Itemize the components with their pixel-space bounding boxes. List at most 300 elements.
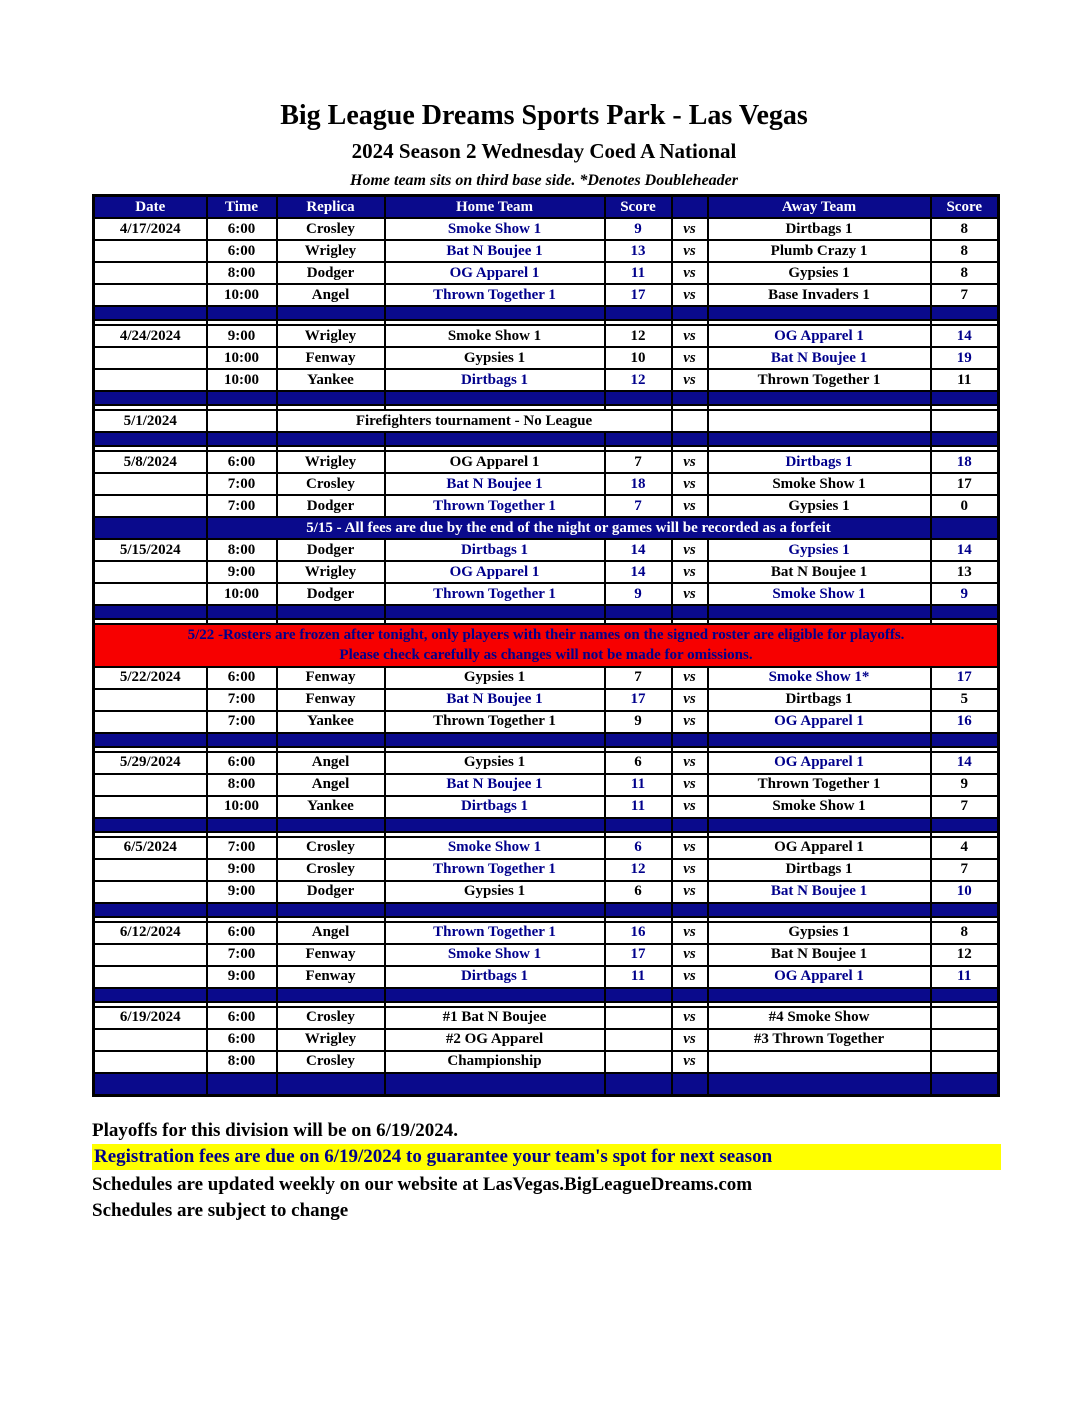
- replica-cell: Yankee: [277, 711, 385, 733]
- separator-cell: [277, 733, 385, 747]
- separator-cell: [94, 818, 207, 832]
- time-cell: 9:00: [207, 859, 277, 881]
- away-score-cell: 5: [931, 689, 999, 711]
- home-score-cell: 11: [605, 796, 672, 818]
- replica-cell: Dodger: [277, 495, 385, 517]
- away-team-cell: Bat N Boujee 1: [708, 561, 931, 583]
- date-cell: [94, 240, 207, 262]
- separator-cell: [708, 733, 931, 747]
- game-row: [94, 369, 999, 391]
- replica-cell: Dodger: [277, 881, 385, 903]
- away-score-cell: [931, 1007, 999, 1029]
- separator-cell: [385, 903, 605, 917]
- date-cell: [94, 473, 207, 495]
- away-score-cell: 17: [931, 667, 999, 689]
- away-score-cell: 0: [931, 495, 999, 517]
- separator-cell: [94, 306, 207, 320]
- separator-cell: [672, 605, 708, 619]
- vs-cell: vs: [672, 752, 708, 774]
- away-team-cell: Plumb Crazy 1: [708, 240, 931, 262]
- separator-row: [94, 988, 999, 1002]
- home-team-cell: Thrown Together 1: [385, 859, 605, 881]
- away-score-cell: [931, 410, 999, 432]
- away-team-cell: Gypsies 1: [708, 922, 931, 944]
- vs-cell: vs: [672, 881, 708, 903]
- game-row: [94, 539, 999, 561]
- separator-cell: [277, 605, 385, 619]
- vs-cell: vs: [672, 325, 708, 347]
- separator-cell: [708, 1073, 931, 1096]
- fees-note-row: [94, 517, 999, 539]
- time-cell: 6:00: [207, 1007, 277, 1029]
- away-score-cell: 11: [931, 966, 999, 988]
- away-score-cell: 8: [931, 240, 999, 262]
- replica-cell: Crosley: [277, 837, 385, 859]
- away-score-cell: 8: [931, 218, 999, 240]
- time-cell: 7:00: [207, 473, 277, 495]
- separator-cell: [207, 733, 277, 747]
- away-team-cell: Thrown Together 1: [708, 774, 931, 796]
- separator-cell: [94, 1073, 207, 1096]
- vs-cell: vs: [672, 944, 708, 966]
- away-team-cell: OG Apparel 1: [708, 752, 931, 774]
- home-score-cell: 18: [605, 473, 672, 495]
- separator-row: [94, 605, 999, 619]
- separator-cell: [672, 818, 708, 832]
- separator-cell: [605, 306, 672, 320]
- game-row: [94, 859, 999, 881]
- away-team-cell: #4 Smoke Show: [708, 1007, 931, 1029]
- date-cell: 4/17/2024: [94, 218, 207, 240]
- vs-cell: vs: [672, 347, 708, 369]
- date-cell: 6/5/2024: [94, 837, 207, 859]
- away-score-cell: 19: [931, 347, 999, 369]
- separator-row: [94, 818, 999, 832]
- separator-cell: [931, 391, 999, 405]
- vs-cell: vs: [672, 473, 708, 495]
- separator-cell: [385, 605, 605, 619]
- away-score-cell: 14: [931, 325, 999, 347]
- home-team-cell: Bat N Boujee 1: [385, 240, 605, 262]
- replica-cell: Wrigley: [277, 240, 385, 262]
- time-cell: 10:00: [207, 583, 277, 605]
- tournament-row: [94, 410, 999, 432]
- separator-cell: [207, 988, 277, 1002]
- home-score-cell: 16: [605, 922, 672, 944]
- date-cell: 5/22/2024: [94, 667, 207, 689]
- home-score-cell: 7: [605, 495, 672, 517]
- replica-cell: Yankee: [277, 369, 385, 391]
- replica-cell: Fenway: [277, 347, 385, 369]
- separator-cell: [672, 1073, 708, 1096]
- replica-cell: Crosley: [277, 218, 385, 240]
- home-score-cell: [605, 1007, 672, 1029]
- time-cell: 6:00: [207, 218, 277, 240]
- column-header: Home Team: [385, 196, 605, 219]
- game-row: [94, 689, 999, 711]
- date-cell: 5/1/2024: [94, 410, 207, 432]
- home-score-cell: 12: [605, 859, 672, 881]
- separator-row: [94, 391, 999, 405]
- time-cell: 9:00: [207, 881, 277, 903]
- home-score-cell: [605, 1051, 672, 1073]
- separator-row: [94, 432, 999, 446]
- vs-cell: vs: [672, 711, 708, 733]
- time-cell: 6:00: [207, 922, 277, 944]
- game-row: [94, 1051, 999, 1073]
- separator-cell: [931, 432, 999, 446]
- away-team-cell: Smoke Show 1: [708, 796, 931, 818]
- separator-cell: [708, 818, 931, 832]
- home-team-cell: Dirtbags 1: [385, 966, 605, 988]
- separator-cell: [931, 903, 999, 917]
- home-team-cell: Dirtbags 1: [385, 369, 605, 391]
- separator-row: [94, 733, 999, 747]
- game-row: [94, 1007, 999, 1029]
- home-team-note: Home team sits on third base side. *Denotes Doubleheader: [350, 172, 738, 189]
- game-row: [94, 347, 999, 369]
- replica-cell: Wrigley: [277, 325, 385, 347]
- fees-note-text: 5/15 - All fees are due by the end of the night or games will be recorded as a forfeit: [207, 517, 931, 539]
- home-score-cell: 17: [605, 689, 672, 711]
- registration-note: Registration fees are due on 6/19/2024 to guarantee your team's spot for next season: [92, 1144, 1001, 1170]
- date-cell: [94, 495, 207, 517]
- separator-row: [94, 306, 999, 320]
- vs-cell: vs: [672, 284, 708, 306]
- home-team-cell: Bat N Boujee 1: [385, 774, 605, 796]
- separator-cell: [605, 1073, 672, 1096]
- replica-cell: Angel: [277, 922, 385, 944]
- away-score-cell: 18: [931, 451, 999, 473]
- home-score-cell: 7: [605, 667, 672, 689]
- home-team-cell: OG Apparel 1: [385, 561, 605, 583]
- time-cell: 8:00: [207, 1051, 277, 1073]
- away-score-cell: 8: [931, 922, 999, 944]
- away-team-cell: Smoke Show 1: [708, 473, 931, 495]
- home-team-cell: Gypsies 1: [385, 347, 605, 369]
- separator-cell: [207, 605, 277, 619]
- away-team-cell: Dirtbags 1: [708, 218, 931, 240]
- home-team-cell: Gypsies 1: [385, 667, 605, 689]
- date-cell: 5/15/2024: [94, 539, 207, 561]
- separator-cell: [605, 733, 672, 747]
- away-team-cell: [708, 1051, 931, 1073]
- tournament-text-cell: Firefighters tournament - No League: [277, 410, 672, 432]
- game-row: [94, 796, 999, 818]
- home-score-cell: 14: [605, 539, 672, 561]
- replica-cell: Yankee: [277, 796, 385, 818]
- home-score-cell: 11: [605, 966, 672, 988]
- away-score-cell: 7: [931, 859, 999, 881]
- vs-cell: vs: [672, 1029, 708, 1051]
- home-team-cell: Smoke Show 1: [385, 944, 605, 966]
- away-team-cell: Dirtbags 1: [708, 859, 931, 881]
- time-cell: 6:00: [207, 451, 277, 473]
- time-cell: 10:00: [207, 284, 277, 306]
- game-row: [94, 774, 999, 796]
- home-score-cell: 11: [605, 262, 672, 284]
- game-row: [94, 262, 999, 284]
- column-header: Score: [605, 196, 672, 219]
- separator-cell: [708, 605, 931, 619]
- date-cell: [94, 711, 207, 733]
- home-score-cell: 17: [605, 284, 672, 306]
- home-score-cell: 9: [605, 711, 672, 733]
- date-cell: [94, 796, 207, 818]
- away-team-cell: Bat N Boujee 1: [708, 881, 931, 903]
- away-score-cell: 13: [931, 561, 999, 583]
- game-row: [94, 284, 999, 306]
- separator-cell: [207, 306, 277, 320]
- vs-cell: vs: [672, 859, 708, 881]
- separator-cell: [672, 391, 708, 405]
- away-team-cell: #3 Thrown Together: [708, 1029, 931, 1051]
- date-cell: 5/29/2024: [94, 752, 207, 774]
- home-team-cell: Thrown Together 1: [385, 711, 605, 733]
- away-score-cell: [931, 517, 999, 539]
- separator-cell: [207, 391, 277, 405]
- away-score-cell: 4: [931, 837, 999, 859]
- away-team-cell: OG Apparel 1: [708, 711, 931, 733]
- replica-cell: Fenway: [277, 944, 385, 966]
- replica-cell: Dodger: [277, 262, 385, 284]
- home-score-cell: 6: [605, 752, 672, 774]
- game-row: [94, 451, 999, 473]
- away-team-cell: Smoke Show 1: [708, 583, 931, 605]
- date-cell: [94, 583, 207, 605]
- separator-cell: [385, 432, 605, 446]
- home-score-cell: 11: [605, 774, 672, 796]
- page-subtitle: 2024 Season 2 Wednesday Coed A National: [351, 139, 737, 163]
- game-row: [94, 881, 999, 903]
- game-row: [94, 495, 999, 517]
- time-cell: 6:00: [207, 240, 277, 262]
- roster-freeze-banner: [94, 624, 999, 667]
- separator-cell: [385, 306, 605, 320]
- away-team-cell: Dirtbags 1: [708, 689, 931, 711]
- home-team-cell: Thrown Together 1: [385, 583, 605, 605]
- time-cell: 6:00: [207, 667, 277, 689]
- away-score-cell: 11: [931, 369, 999, 391]
- game-row: [94, 837, 999, 859]
- separator-cell: [672, 733, 708, 747]
- game-row: [94, 944, 999, 966]
- time-cell: 9:00: [207, 561, 277, 583]
- separator-cell: [605, 903, 672, 917]
- home-team-cell: Bat N Boujee 1: [385, 473, 605, 495]
- home-team-cell: Smoke Show 1: [385, 325, 605, 347]
- home-team-cell: Bat N Boujee 1: [385, 689, 605, 711]
- away-team-cell: Base Invaders 1: [708, 284, 931, 306]
- home-team-cell: OG Apparel 1: [385, 262, 605, 284]
- vs-cell: vs: [672, 369, 708, 391]
- date-cell: [94, 774, 207, 796]
- time-cell: 8:00: [207, 262, 277, 284]
- away-team-cell: Dirtbags 1: [708, 451, 931, 473]
- separator-cell: [605, 988, 672, 1002]
- separator-cell: [931, 306, 999, 320]
- game-row: [94, 561, 999, 583]
- home-team-cell: Smoke Show 1: [385, 218, 605, 240]
- home-team-cell: Championship: [385, 1051, 605, 1073]
- home-score-cell: 7: [605, 451, 672, 473]
- home-team-cell: Dirtbags 1: [385, 539, 605, 561]
- away-score-cell: 8: [931, 262, 999, 284]
- game-row: [94, 218, 999, 240]
- vs-cell: vs: [672, 1051, 708, 1073]
- time-cell: 7:00: [207, 689, 277, 711]
- time-cell: 6:00: [207, 752, 277, 774]
- separator-cell: [385, 1073, 605, 1096]
- home-score-cell: [605, 1029, 672, 1051]
- vs-cell: vs: [672, 451, 708, 473]
- away-team-cell: [708, 410, 931, 432]
- separator-cell: [708, 988, 931, 1002]
- date-cell: [94, 1029, 207, 1051]
- separator-cell: [94, 432, 207, 446]
- away-team-cell: Bat N Boujee 1: [708, 944, 931, 966]
- away-team-cell: OG Apparel 1: [708, 325, 931, 347]
- date-cell: [94, 517, 207, 539]
- separator-cell: [207, 903, 277, 917]
- separator-cell: [207, 432, 277, 446]
- separator-cell: [277, 903, 385, 917]
- time-cell: 10:00: [207, 369, 277, 391]
- separator-cell: [207, 1073, 277, 1096]
- roster-freeze-line: 5/22 -Rosters are frozen after tonight, only players with their names on the signed roster are eligible for playoffs.: [187, 627, 905, 643]
- separator-cell: [94, 605, 207, 619]
- away-team-cell: OG Apparel 1: [708, 966, 931, 988]
- home-team-cell: Gypsies 1: [385, 881, 605, 903]
- time-cell: 7:00: [207, 944, 277, 966]
- time-cell: 6:00: [207, 1029, 277, 1051]
- away-team-cell: OG Apparel 1: [708, 837, 931, 859]
- replica-cell: Crosley: [277, 473, 385, 495]
- home-score-cell: 12: [605, 325, 672, 347]
- home-team-cell: Thrown Together 1: [385, 284, 605, 306]
- column-header: Score: [931, 196, 999, 219]
- away-score-cell: [931, 1029, 999, 1051]
- separator-cell: [708, 391, 931, 405]
- separator-cell: [931, 818, 999, 832]
- date-cell: [94, 881, 207, 903]
- separator-cell: [277, 1073, 385, 1096]
- vs-cell: vs: [672, 561, 708, 583]
- away-score-cell: 7: [931, 284, 999, 306]
- away-score-cell: [931, 1051, 999, 1073]
- separator-cell: [605, 391, 672, 405]
- away-team-cell: Thrown Together 1: [708, 369, 931, 391]
- time-cell: 10:00: [207, 796, 277, 818]
- home-score-cell: 6: [605, 881, 672, 903]
- replica-cell: Fenway: [277, 689, 385, 711]
- home-score-cell: 14: [605, 561, 672, 583]
- game-row: [94, 583, 999, 605]
- column-header: Time: [207, 196, 277, 219]
- replica-cell: Wrigley: [277, 451, 385, 473]
- date-cell: [94, 859, 207, 881]
- vs-cell: vs: [672, 667, 708, 689]
- date-cell: [94, 689, 207, 711]
- replica-cell: Fenway: [277, 667, 385, 689]
- vs-cell: [672, 410, 708, 432]
- game-row: [94, 325, 999, 347]
- separator-cell: [385, 988, 605, 1002]
- separator-cell: [605, 432, 672, 446]
- game-row: [94, 922, 999, 944]
- time-cell: 7:00: [207, 495, 277, 517]
- separator-cell: [385, 733, 605, 747]
- vs-cell: vs: [672, 922, 708, 944]
- roster-freeze-line: Please check carefully as changes will not be made for omissions.: [339, 647, 753, 664]
- vs-cell: vs: [672, 495, 708, 517]
- vs-cell: vs: [672, 262, 708, 284]
- away-score-cell: 7: [931, 796, 999, 818]
- schedule-table: [92, 194, 1000, 1097]
- away-team-cell: Gypsies 1: [708, 539, 931, 561]
- game-row: [94, 966, 999, 988]
- separator-cell: [277, 988, 385, 1002]
- replica-cell: Wrigley: [277, 1029, 385, 1051]
- replica-cell: Wrigley: [277, 561, 385, 583]
- date-cell: [94, 944, 207, 966]
- time-cell: 8:00: [207, 774, 277, 796]
- away-team-cell: Bat N Boujee 1: [708, 347, 931, 369]
- roster-freeze-text: [94, 624, 999, 667]
- separator-cell: [931, 733, 999, 747]
- separator-cell: [672, 306, 708, 320]
- separator-cell: [672, 903, 708, 917]
- column-header: Away Team: [708, 196, 931, 219]
- home-score-cell: 10: [605, 347, 672, 369]
- date-cell: [94, 1051, 207, 1073]
- separator-cell: [708, 432, 931, 446]
- date-cell: [94, 369, 207, 391]
- time-cell: 8:00: [207, 539, 277, 561]
- home-team-cell: Smoke Show 1: [385, 837, 605, 859]
- separator-cell: [94, 391, 207, 405]
- home-team-cell: Dirtbags 1: [385, 796, 605, 818]
- replica-cell: Angel: [277, 774, 385, 796]
- playoffs-note: Playoffs for this division will be on 6/19/2024.: [92, 1120, 458, 1141]
- vs-cell: vs: [672, 837, 708, 859]
- separator-cell: [94, 903, 207, 917]
- home-score-cell: 12: [605, 369, 672, 391]
- bottom-band-row: [94, 1073, 999, 1096]
- home-score-cell: 13: [605, 240, 672, 262]
- date-cell: [94, 347, 207, 369]
- replica-cell: Crosley: [277, 1007, 385, 1029]
- vs-cell: vs: [672, 240, 708, 262]
- home-team-cell: Gypsies 1: [385, 752, 605, 774]
- vs-cell: vs: [672, 583, 708, 605]
- header-row: [94, 196, 999, 219]
- away-score-cell: 14: [931, 539, 999, 561]
- vs-cell: vs: [672, 774, 708, 796]
- home-score-cell: 17: [605, 944, 672, 966]
- game-row: [94, 240, 999, 262]
- replica-cell: Angel: [277, 284, 385, 306]
- date-cell: [94, 262, 207, 284]
- vs-cell: vs: [672, 966, 708, 988]
- date-cell: 6/12/2024: [94, 922, 207, 944]
- away-score-cell: 9: [931, 774, 999, 796]
- home-score-cell: 9: [605, 218, 672, 240]
- separator-cell: [931, 1073, 999, 1096]
- separator-cell: [605, 818, 672, 832]
- away-score-cell: 16: [931, 711, 999, 733]
- separator-cell: [931, 988, 999, 1002]
